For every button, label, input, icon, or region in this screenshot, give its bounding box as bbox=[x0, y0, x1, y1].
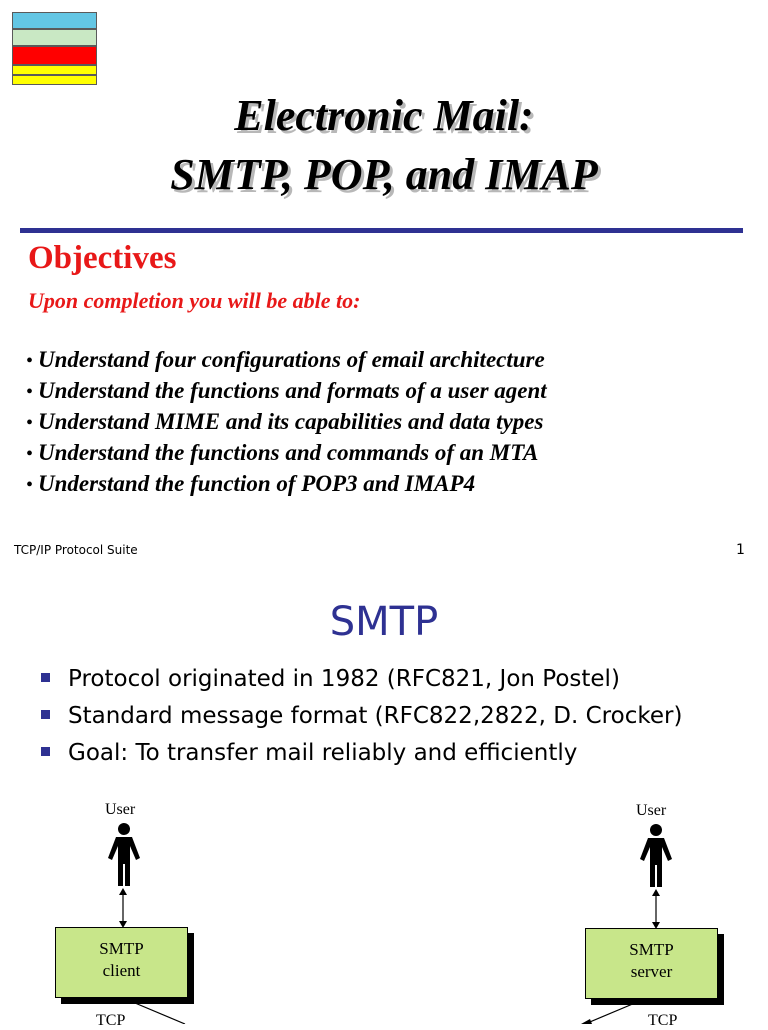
smtp-title: SMTP bbox=[329, 599, 439, 645]
square-bullet-icon bbox=[41, 673, 50, 682]
deco-bar-red bbox=[12, 46, 97, 65]
square-bullet-icon bbox=[41, 747, 50, 756]
smtp-server-line2: server bbox=[630, 962, 673, 981]
list-item bbox=[40, 701, 740, 731]
list-item-text: Goal: To transfer mail reliably and efficiently bbox=[68, 740, 578, 766]
person-icon bbox=[636, 823, 676, 889]
list-item-text: Standard message format (RFC822,2822, D. Crocker) bbox=[68, 703, 683, 729]
left-tcp-connector bbox=[130, 1000, 190, 1024]
right-double-arrow bbox=[649, 889, 663, 929]
objectives-list bbox=[26, 344, 547, 499]
list-item bbox=[40, 738, 740, 768]
smtp-client-line1: SMTP bbox=[99, 939, 144, 958]
objectives-heading: Objectives bbox=[28, 240, 177, 276]
list-item bbox=[26, 437, 547, 468]
list-item bbox=[26, 406, 547, 437]
bullet-dot-icon: • bbox=[26, 412, 34, 434]
list-item bbox=[40, 664, 740, 694]
left-user-label: User bbox=[105, 801, 136, 818]
bullet-dot-icon: • bbox=[26, 443, 34, 465]
right-tcp-connector bbox=[580, 1000, 640, 1024]
list-item bbox=[26, 375, 547, 406]
bullet-dot-icon: • bbox=[26, 350, 34, 372]
list-item-text: Understand MIME and its capabilities and data types bbox=[38, 409, 544, 434]
list-item bbox=[26, 468, 547, 499]
title-divider bbox=[20, 228, 743, 233]
smtp-server-box bbox=[585, 928, 718, 999]
left-double-arrow bbox=[116, 888, 130, 928]
objectives-subheading: Upon completion you will be able to: bbox=[28, 288, 361, 313]
left-tcp-label: TCP bbox=[96, 1012, 126, 1029]
deco-bar-lightgreen bbox=[12, 29, 97, 46]
list-item-text: Understand the functions and formats of a user agent bbox=[38, 378, 547, 403]
page-number: 1 bbox=[736, 542, 745, 558]
right-user-label: User bbox=[636, 802, 667, 819]
deco-bar-yellow-1 bbox=[12, 65, 97, 75]
right-tcp-label: TCP bbox=[648, 1012, 678, 1029]
smtp-client-box bbox=[55, 927, 188, 998]
deco-bar-yellow-2 bbox=[12, 75, 97, 85]
footer-course-title: TCP/IP Protocol Suite bbox=[14, 543, 138, 557]
smtp-bullet-list bbox=[40, 664, 740, 775]
smtp-server-line1: SMTP bbox=[629, 940, 674, 959]
slide-title-line-1: Electronic Mail: bbox=[234, 91, 534, 140]
person-icon bbox=[104, 822, 144, 888]
list-item-text: Understand four configurations of email architecture bbox=[38, 347, 545, 372]
slide-title-line-2: SMTP, POP, and IMAP bbox=[170, 150, 598, 199]
list-item-text: Understand the function of POP3 and IMAP4 bbox=[38, 471, 476, 496]
bullet-dot-icon: • bbox=[26, 474, 34, 496]
list-item-text: Protocol originated in 1982 (RFC821, Jon Postel) bbox=[68, 666, 620, 692]
list-item bbox=[26, 344, 547, 375]
deco-bar-cyan bbox=[12, 12, 97, 29]
list-item-text: Understand the functions and commands of an MTA bbox=[38, 440, 539, 465]
bullet-dot-icon: • bbox=[26, 381, 34, 403]
smtp-client-line2: client bbox=[102, 961, 141, 980]
square-bullet-icon bbox=[41, 710, 50, 719]
